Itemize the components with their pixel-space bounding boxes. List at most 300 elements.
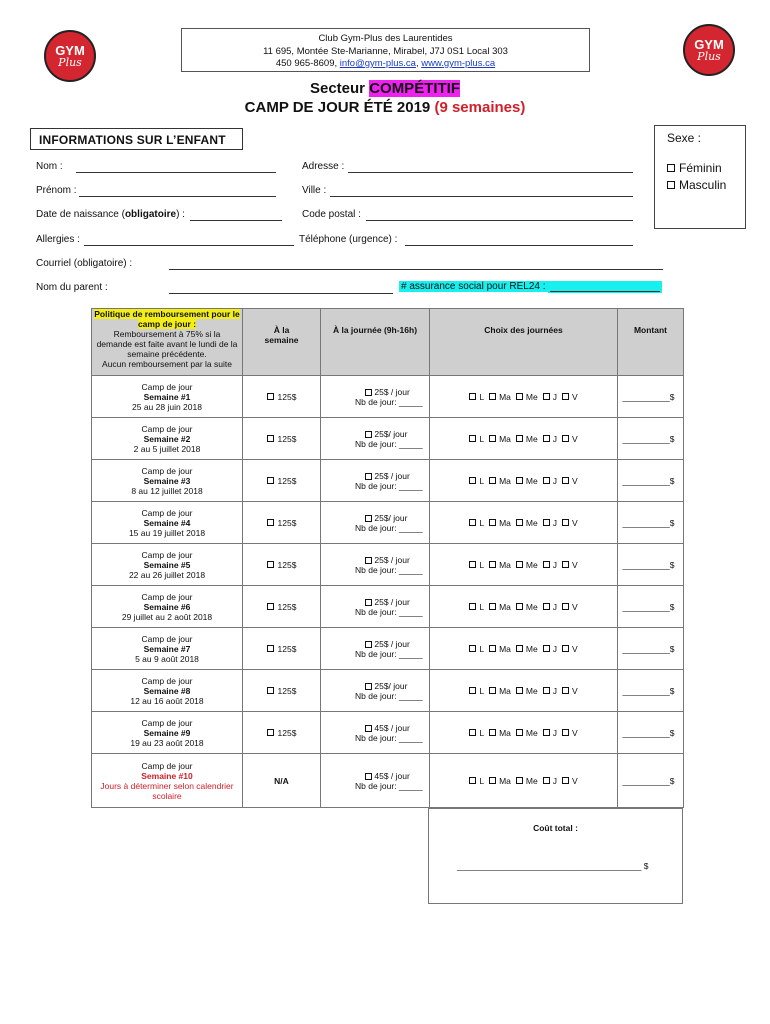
day-option[interactable] [543, 644, 557, 654]
week-note: Jours à déterminer selon calendrier [100, 780, 234, 791]
day-option[interactable] [489, 776, 511, 786]
day-option[interactable] [469, 644, 484, 654]
days-group [430, 434, 617, 444]
days-group [430, 476, 617, 486]
checkbox-icon[interactable] [267, 477, 274, 484]
day-label: L [479, 391, 485, 402]
day-option[interactable] [543, 518, 557, 528]
checkbox-icon[interactable] [267, 603, 274, 610]
week-price: 125$ [277, 391, 297, 402]
col-day-header: À la journée (9h-16h) [321, 309, 430, 376]
week-dates: 22 au 26 juillet 2018 [128, 569, 206, 580]
week-cell [92, 460, 243, 502]
week-price-cell [243, 544, 321, 586]
day-price-cell [321, 670, 430, 712]
checkbox-icon[interactable] [469, 519, 476, 526]
checkbox-icon[interactable] [365, 725, 372, 732]
sector-highlight: COMPÉTITIF [369, 80, 461, 97]
week-dates: 2 au 5 juillet 2018 [133, 443, 201, 454]
day-option[interactable] [469, 776, 484, 786]
refund-policy [92, 309, 243, 376]
checkbox-icon[interactable] [489, 393, 496, 400]
day-option[interactable] [516, 728, 538, 738]
day-label: Me [525, 517, 538, 528]
checkbox-icon[interactable] [562, 477, 569, 484]
week-price: 125$ [277, 727, 297, 738]
day-price-cell [321, 376, 430, 418]
total-currency: $ [643, 861, 649, 871]
day-choice-cell [430, 754, 618, 808]
checkbox-icon[interactable] [469, 603, 476, 610]
checkbox-icon[interactable] [469, 561, 476, 568]
day-option[interactable] [543, 434, 557, 444]
checkbox-icon[interactable] [562, 435, 569, 442]
sector-title [0, 80, 770, 97]
day-choice-cell [430, 544, 618, 586]
nb-blank[interactable]: _____ [398, 564, 423, 575]
checkbox-icon[interactable] [489, 777, 496, 784]
checkbox-icon[interactable] [469, 393, 476, 400]
checkbox-icon[interactable] [365, 557, 372, 564]
week-cell [92, 628, 243, 670]
amount-cell[interactable]: __________$ [618, 418, 684, 460]
postal-label: Code postal : [302, 209, 361, 220]
checkbox-icon[interactable] [516, 393, 523, 400]
day-option[interactable] [543, 602, 557, 612]
week-dates: 15 au 19 juillet 2018 [128, 527, 206, 538]
day-label: J [552, 643, 557, 654]
days-group-10 [430, 776, 617, 786]
table-row [92, 544, 684, 586]
policy-title: Politique de remboursement pour le camp de jour : [94, 309, 240, 329]
day-choice-cell [430, 376, 618, 418]
day-label: L [479, 517, 485, 528]
checkbox-icon[interactable] [516, 687, 523, 694]
day-label: L [479, 559, 485, 570]
sex-option-masculin[interactable] [667, 178, 726, 192]
checkbox-icon[interactable] [365, 473, 372, 480]
adresse-field[interactable] [348, 172, 633, 173]
email-link[interactable]: info@gym-plus.ca [339, 58, 416, 69]
checkbox-icon[interactable] [365, 683, 372, 690]
day-label: Ma [499, 685, 511, 696]
day-label: V [571, 643, 578, 654]
checkbox-icon[interactable] [516, 519, 523, 526]
day-option[interactable] [469, 476, 484, 486]
nb-blank[interactable]: _____ [398, 606, 423, 617]
checkbox-icon[interactable] [469, 435, 476, 442]
day-choice-cell [430, 418, 618, 460]
checkbox-icon[interactable] [562, 561, 569, 568]
gym-plus-logo-left [44, 30, 96, 82]
club-header [181, 28, 590, 72]
sex-box [654, 125, 746, 229]
checkbox-icon[interactable] [516, 435, 523, 442]
day-label: J [552, 685, 557, 696]
day-option[interactable] [543, 560, 557, 570]
day-label: V [571, 517, 578, 528]
checkbox-icon[interactable] [667, 181, 675, 189]
checkbox-icon[interactable] [365, 431, 372, 438]
checkbox-icon[interactable] [489, 645, 496, 652]
day-option[interactable] [562, 644, 578, 654]
day-label: Me [525, 391, 538, 402]
day-option[interactable] [516, 518, 538, 528]
checkbox-icon[interactable] [516, 477, 523, 484]
checkbox-icon[interactable] [562, 603, 569, 610]
checkbox-icon[interactable] [562, 645, 569, 652]
day-option[interactable] [562, 434, 578, 444]
day-option[interactable] [562, 476, 578, 486]
day-label: J [552, 559, 557, 570]
sex-option-feminin[interactable] [667, 161, 722, 175]
policy-text: demande est faite avant le lundi de la [96, 339, 238, 349]
week-name: Semaine #5 [143, 559, 191, 570]
nom-field[interactable] [76, 172, 276, 173]
day-price: 25$/ jour [374, 428, 408, 439]
day-option[interactable] [489, 476, 511, 486]
checkbox-icon[interactable] [667, 164, 675, 172]
checkbox-icon[interactable] [365, 773, 372, 780]
day-option[interactable] [489, 728, 511, 738]
checkbox-icon[interactable] [267, 393, 274, 400]
checkbox-icon[interactable] [469, 645, 476, 652]
week-price: 125$ [277, 643, 297, 654]
day-option[interactable] [562, 686, 578, 696]
day-label: J [552, 517, 557, 528]
camp-label: Camp de jour [141, 381, 193, 392]
week-dates: 25 au 28 juin 2018 [132, 401, 202, 412]
day-option[interactable] [543, 476, 557, 486]
assurance-field[interactable] [548, 281, 662, 293]
day-option[interactable] [516, 434, 538, 444]
checkbox-icon[interactable] [543, 777, 550, 784]
checkbox-icon[interactable] [543, 519, 550, 526]
day-option[interactable] [562, 776, 578, 786]
week-price: 125$ [277, 601, 297, 612]
amount-cell[interactable]: __________$ [618, 502, 684, 544]
week-name: Semaine #8 [143, 685, 191, 696]
logo-text: GYM [55, 43, 85, 58]
day-label: L [479, 685, 485, 696]
amount-cell[interactable]: __________$ [618, 670, 684, 712]
week-cell [92, 418, 243, 460]
day-price: 25$ / jour [374, 470, 410, 481]
days-group [430, 392, 617, 402]
day-price: 25$ / jour [374, 554, 410, 565]
checkbox-icon[interactable] [543, 435, 550, 442]
nb-blank[interactable]: _____ [398, 690, 423, 701]
week-price-cell [243, 712, 321, 754]
checkbox-icon[interactable] [267, 645, 274, 652]
checkbox-icon[interactable] [365, 389, 372, 396]
col-amount-header: Montant [618, 309, 684, 376]
postal-field[interactable] [366, 220, 633, 221]
checkbox-icon[interactable] [543, 477, 550, 484]
checkbox-icon[interactable] [469, 687, 476, 694]
day-option[interactable] [516, 476, 538, 486]
week-price: 125$ [277, 433, 297, 444]
days-group [430, 686, 617, 696]
day-option[interactable] [543, 392, 557, 402]
prenom-field[interactable] [79, 196, 276, 197]
checkbox-icon[interactable] [489, 729, 496, 736]
camp-label: Camp de jour [141, 633, 193, 644]
day-label: Me [525, 433, 538, 444]
table-row [92, 586, 684, 628]
naissance-post: ) : [176, 209, 185, 220]
day-option[interactable] [543, 686, 557, 696]
checkbox-icon[interactable] [365, 599, 372, 606]
telephone-field[interactable] [405, 245, 633, 246]
day-label: Ma [499, 775, 511, 786]
checkbox-icon[interactable] [469, 477, 476, 484]
day-option[interactable] [562, 392, 578, 402]
day-price: 25$ / jour [374, 386, 410, 397]
checkbox-icon[interactable] [543, 645, 550, 652]
ville-field[interactable] [330, 196, 633, 197]
table-row [92, 460, 684, 502]
day-option[interactable] [489, 686, 511, 696]
day-label: J [552, 433, 557, 444]
naissance-field[interactable] [190, 220, 282, 221]
day-option[interactable] [489, 602, 511, 612]
nb-label: Nb de jour: [355, 648, 397, 659]
day-option[interactable] [562, 518, 578, 528]
nb-blank[interactable]: _____ [398, 648, 423, 659]
adresse-label: Adresse : [302, 161, 345, 172]
gym-plus-logo-right [683, 24, 735, 76]
club-contact [182, 58, 589, 71]
day-price-cell [321, 418, 430, 460]
day-label: Ma [499, 601, 511, 612]
day-label: L [479, 643, 485, 654]
checkbox-icon[interactable] [516, 729, 523, 736]
day-price: 25$ / jour [374, 596, 410, 607]
checkbox-icon[interactable] [489, 477, 496, 484]
day-option[interactable] [469, 434, 484, 444]
nb-blank[interactable]: _____ [398, 522, 423, 533]
nb-blank[interactable]: _____ [398, 396, 423, 407]
amount-cell[interactable]: __________$ [618, 376, 684, 418]
day-option[interactable] [543, 728, 557, 738]
telephone-label: Téléphone (urgence) : [299, 234, 398, 245]
checkbox-icon[interactable] [562, 519, 569, 526]
day-option[interactable] [489, 434, 511, 444]
courriel-field[interactable] [169, 269, 663, 270]
week-dates: 8 au 12 juillet 2018 [131, 485, 203, 496]
day-option[interactable] [489, 644, 511, 654]
day-option[interactable] [516, 602, 538, 612]
week-name: Semaine #10 [141, 770, 193, 781]
checkbox-icon[interactable] [489, 561, 496, 568]
allergies-field[interactable] [84, 245, 294, 246]
day-label: Ma [499, 559, 511, 570]
week-price-cell [243, 418, 321, 460]
checkbox-icon[interactable] [543, 729, 550, 736]
total-box [428, 808, 683, 904]
day-option[interactable] [562, 602, 578, 612]
week-cell [92, 544, 243, 586]
day-option[interactable] [562, 560, 578, 570]
camp-label: Camp de jour [141, 591, 193, 602]
day-label: L [479, 601, 485, 612]
day-label: Me [525, 775, 538, 786]
week-name: Semaine #6 [143, 601, 191, 612]
week-price-cell [243, 628, 321, 670]
checkbox-icon[interactable] [489, 603, 496, 610]
checkbox-icon[interactable] [489, 687, 496, 694]
day-label: V [571, 559, 578, 570]
day-option[interactable] [469, 560, 484, 570]
day-option[interactable] [516, 644, 538, 654]
nb-blank[interactable]: _____ [398, 438, 423, 449]
amount-cell[interactable]: __________$ [618, 544, 684, 586]
day-label: V [571, 727, 578, 738]
day-option[interactable] [469, 518, 484, 528]
club-phone: 450 965-8609, [275, 58, 338, 69]
day-label: V [571, 391, 578, 402]
amount-cell[interactable]: __________$ [618, 586, 684, 628]
day-option[interactable] [516, 392, 538, 402]
day-option[interactable] [469, 602, 484, 612]
camp-label: CAMP DE JOUR ÉTÉ 2019 [244, 99, 431, 116]
day-option[interactable] [469, 686, 484, 696]
checkbox-icon[interactable] [543, 561, 550, 568]
week-cell [92, 502, 243, 544]
checkbox-icon[interactable] [365, 641, 372, 648]
section-title: INFORMATIONS SUR L’ENFANT [30, 128, 243, 150]
checkbox-icon[interactable] [543, 687, 550, 694]
total-blank[interactable]: _______________________________________ [457, 861, 642, 871]
checkbox-icon[interactable] [267, 729, 274, 736]
nb-blank[interactable]: _____ [398, 780, 423, 791]
day-option[interactable] [543, 776, 557, 786]
days-group [430, 728, 617, 738]
checkbox-icon[interactable] [267, 687, 274, 694]
amount-cell[interactable]: __________$ [618, 460, 684, 502]
week-price-cell [243, 586, 321, 628]
table-row [92, 418, 684, 460]
week-price: 125$ [277, 559, 297, 570]
amount-cell[interactable]: __________$ [618, 712, 684, 754]
checkbox-icon[interactable] [469, 777, 476, 784]
amount-cell[interactable]: __________$ [618, 754, 684, 808]
parent-field[interactable] [169, 293, 393, 294]
week-price-cell [243, 376, 321, 418]
table-header [92, 309, 684, 376]
day-price-cell [321, 712, 430, 754]
day-option[interactable] [516, 686, 538, 696]
allergies-label: Allergies : [36, 234, 80, 245]
week-dates: 29 juillet au 2 août 2018 [121, 611, 213, 622]
col-week-l1: À la [273, 325, 290, 335]
checkbox-icon[interactable] [489, 519, 496, 526]
naissance-bold: obligatoire [124, 209, 177, 220]
checkbox-icon[interactable] [489, 435, 496, 442]
checkbox-icon[interactable] [267, 519, 274, 526]
nb-label: Nb de jour: [355, 606, 397, 617]
checkbox-icon[interactable] [562, 393, 569, 400]
day-option[interactable] [469, 392, 484, 402]
checkbox-icon[interactable] [543, 603, 550, 610]
camp-weeks: (9 semaines) [434, 99, 526, 116]
naissance-pre: Date de naissance ( [36, 209, 125, 220]
day-option[interactable] [516, 560, 538, 570]
week-dates: 5 au 9 août 2018 [135, 653, 199, 664]
courriel-label: Courriel (obligatoire) : [36, 258, 133, 269]
club-name: Club Gym-Plus des Laurentides [318, 33, 453, 44]
checkbox-icon[interactable] [469, 729, 476, 736]
nb-blank[interactable]: _____ [398, 480, 423, 491]
logo-text: GYM [694, 37, 724, 52]
day-price: 25$/ jour [374, 512, 408, 523]
checkbox-icon[interactable] [562, 687, 569, 694]
day-label: V [571, 433, 578, 444]
day-option[interactable] [516, 776, 538, 786]
week-price-cell [243, 460, 321, 502]
days-group [430, 518, 617, 528]
checkbox-icon[interactable] [516, 561, 523, 568]
week-price: N/A [274, 775, 289, 786]
day-price-cell [321, 502, 430, 544]
day-price: 25$/ jour [374, 680, 408, 691]
day-price: 25$ / jour [374, 638, 410, 649]
checkbox-icon[interactable] [267, 561, 274, 568]
checkbox-icon[interactable] [543, 393, 550, 400]
checkbox-icon[interactable] [267, 435, 274, 442]
nb-blank[interactable]: _____ [398, 732, 423, 743]
week-name: Semaine #9 [143, 727, 191, 738]
checkbox-icon[interactable] [516, 777, 523, 784]
logo-text: Plus [58, 56, 82, 69]
logo-text: Plus [697, 50, 721, 63]
checkbox-icon[interactable] [516, 603, 523, 610]
table-row [92, 376, 684, 418]
day-label: Me [525, 475, 538, 486]
week-price-cell [243, 502, 321, 544]
day-option[interactable] [489, 560, 511, 570]
day-option[interactable] [469, 728, 484, 738]
nb-label: Nb de jour: [355, 480, 397, 491]
option-label: Masculin [679, 178, 727, 192]
week-name: Semaine #3 [143, 475, 191, 486]
naissance-label [36, 209, 185, 220]
day-choice-cell [430, 586, 618, 628]
website-link[interactable]: www.gym-plus.ca [421, 58, 496, 69]
checkbox-icon[interactable] [516, 645, 523, 652]
nom-label: Nom : [36, 161, 63, 172]
checkbox-icon[interactable] [365, 515, 372, 522]
policy-text: semaine précédente. [127, 349, 207, 359]
day-label: Ma [499, 391, 511, 402]
day-label: V [571, 685, 578, 696]
days-group [430, 644, 617, 654]
checkbox-icon[interactable] [562, 729, 569, 736]
col-week-l2: semaine [264, 335, 299, 345]
day-label: Me [525, 601, 538, 612]
total-field[interactable] [457, 861, 648, 871]
nb-label: Nb de jour: [355, 564, 397, 575]
day-option[interactable] [489, 518, 511, 528]
day-choice-cell [430, 460, 618, 502]
days-group [430, 602, 617, 612]
day-option[interactable] [489, 392, 511, 402]
checkbox-icon[interactable] [562, 777, 569, 784]
week-cell [92, 670, 243, 712]
amount-cell[interactable]: __________$ [618, 628, 684, 670]
day-option[interactable] [562, 728, 578, 738]
